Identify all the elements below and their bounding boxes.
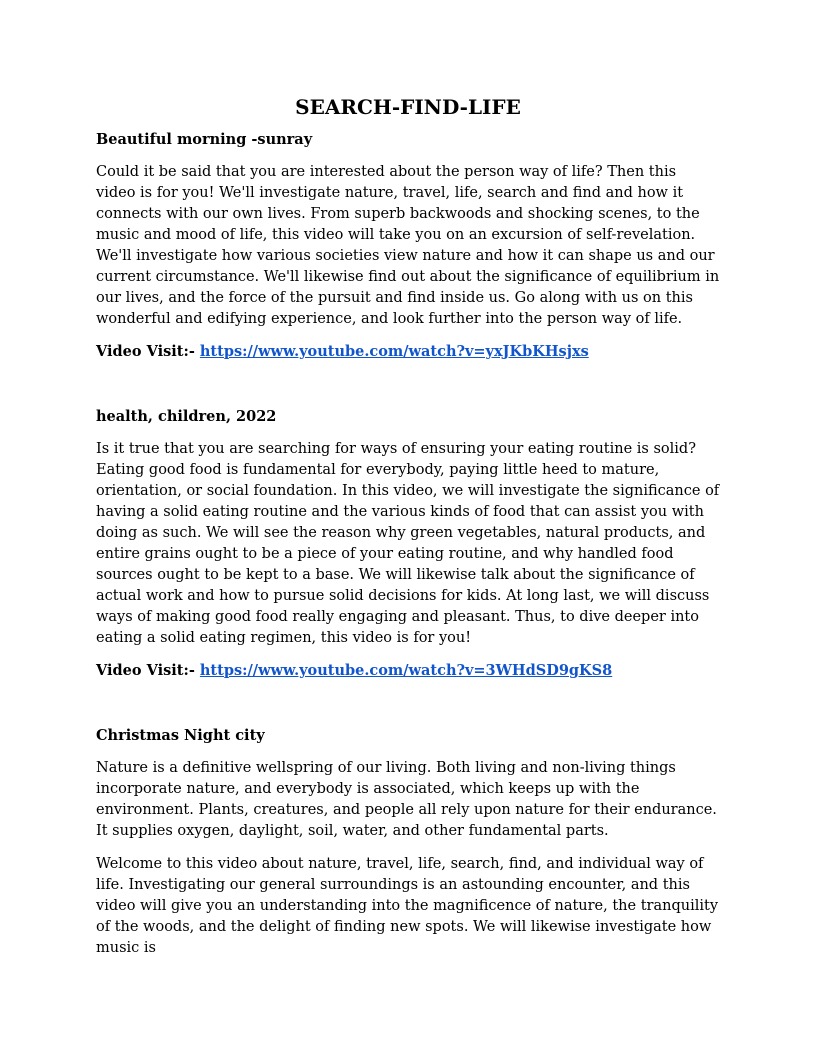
video-visit-label: Video Visit:-: [96, 343, 200, 360]
section-paragraph: Nature is a definitive wellspring of our living. Both living and non-living things incorporate nature, and everybody is associated, which keeps up with the environment. Plants, creatures, and people all rely upon nature for their endurance. It supplies oxygen, daylight, soil, water, and other fundamental parts.: [96, 760, 717, 839]
video-visit-label: Video Visit:-: [96, 662, 200, 679]
video-link[interactable]: https://www.youtube.com/watch?v=yxJKbKHsjxs: [199, 343, 589, 360]
section-heading: Beautiful morning -sunray: [96, 131, 313, 148]
section-paragraph: Welcome to this video about nature, travel, life, search, find, and individual way of life. Investigating our general surroundings is an astounding encounter, and this video will give you an understanding into the magnificence of nature, the tranquility of the woods, and the delight of finding new spots. We will likewise investigate how music is: [96, 856, 719, 956]
section-heading: Christmas Night city: [96, 727, 265, 744]
section-paragraph: Is it true that you are searching for ways of ensuring your eating routine is solid? Eating good food is fundamental for everybody, paying little heed to mature, orientation, or social foundation. In this video, we will investigate the significance of having a solid eating routine and the various kinds of food that can assist you with doing as such. We will see the reason why green vegetables, natural products, and entire grains ought to be a piece of your eating routine, and why handled food sources ought to be kept to a base. We will likewise talk about the significance of actual work and how to pursue solid decisions for kids. At long last, we will discuss ways of making good food really engaging and pleasant. Thus, to dive deeper into eating a solid eating regimen, this video is for you!: [96, 441, 720, 646]
video-link[interactable]: https://www.youtube.com/watch?v=3WHdSD9gKS8: [199, 662, 613, 679]
section-paragraph: Could it be said that you are interested about the person way of life? Then this video is for you! We'll investigate nature, travel, life, search and find and how it connects with our own lives. From superb backwoods and shocking scenes, to the music and mood of life, this video will take you on an excursion of self-revelation. We'll investigate how various societies view nature and how it can shape us and our current circumstance. We'll likewise find out about the significance of equilibrium in our lives, and the force of the pursuit and find inside us. Go along with us on this wonderful and edifying experience, and look further into the person way of life.: [96, 164, 720, 327]
video-visit-line: [96, 661, 720, 681]
section-health-children: [96, 407, 720, 681]
section-heading: health, children, 2022: [96, 408, 277, 425]
section-beautiful-morning: [96, 130, 720, 362]
video-visit-line: [96, 342, 720, 362]
page-title: SEARCH-FIND-LIFE: [295, 95, 521, 119]
section-christmas-night-city: [96, 726, 720, 959]
